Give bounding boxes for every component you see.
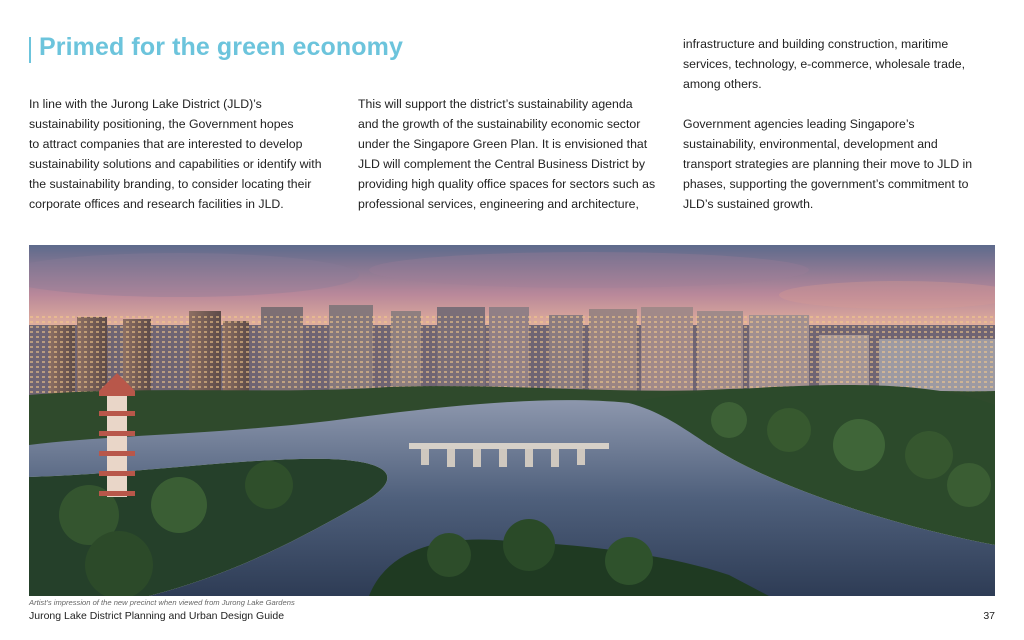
text-line: JLD will complement the Central Business District by bbox=[358, 157, 646, 171]
title-accent-bar bbox=[29, 37, 31, 63]
text-line: services, technology, e-commerce, wholesale trade, bbox=[683, 57, 966, 71]
body-paragraph bbox=[358, 94, 658, 214]
paragraph-gap bbox=[683, 94, 983, 114]
text-line: infrastructure and building construction, maritime bbox=[683, 37, 949, 51]
text-line: the sustainability branding, to consider locating their bbox=[29, 177, 312, 191]
footer-document-title: Jurong Lake District Planning and Urban Design Guide bbox=[29, 610, 285, 622]
text-line: corporate offices and research facilities in JLD. bbox=[29, 197, 284, 211]
text-line: sustainability positioning, the Government hopes bbox=[29, 117, 294, 131]
text-line: to attract companies that are interested to develop bbox=[29, 137, 303, 151]
body-column-right bbox=[683, 34, 983, 214]
text-line: In line with the Jurong Lake District (JLD)’s bbox=[29, 97, 262, 111]
page-title: Primed for the green economy bbox=[39, 33, 403, 61]
image-caption: Artist’s impression of the new precinct when viewed from Jurong Lake Gardens bbox=[29, 598, 295, 607]
body-paragraph bbox=[683, 114, 983, 214]
page-number: 37 bbox=[983, 610, 995, 622]
text-line: sustainability, environmental, development and bbox=[683, 137, 938, 151]
text-line: Government agencies leading Singapore’s bbox=[683, 117, 915, 131]
text-line: under the Singapore Green Plan. It is envisioned that bbox=[358, 137, 648, 151]
body-column-left bbox=[29, 94, 329, 214]
text-line: JLD’s sustained growth. bbox=[683, 197, 814, 211]
district-rendering-image bbox=[29, 245, 995, 596]
text-line: This will support the district’s sustainability agenda bbox=[358, 97, 633, 111]
skyline bbox=[29, 305, 995, 395]
text-line: transport strategies are planning their move to JLD in bbox=[683, 157, 973, 171]
body-paragraph bbox=[29, 94, 329, 214]
text-line: professional services, engineering and architecture, bbox=[358, 197, 639, 211]
text-line: among others. bbox=[683, 77, 762, 91]
text-line: sustainability solutions and capabilities or identify with bbox=[29, 157, 322, 171]
body-paragraph bbox=[683, 34, 983, 94]
text-line: and the growth of the sustainability economic sector bbox=[358, 117, 641, 131]
text-line: phases, supporting the government’s commitment to bbox=[683, 177, 969, 191]
text-line: providing high quality office spaces for sectors such as bbox=[358, 177, 656, 191]
body-column-middle bbox=[358, 94, 658, 214]
